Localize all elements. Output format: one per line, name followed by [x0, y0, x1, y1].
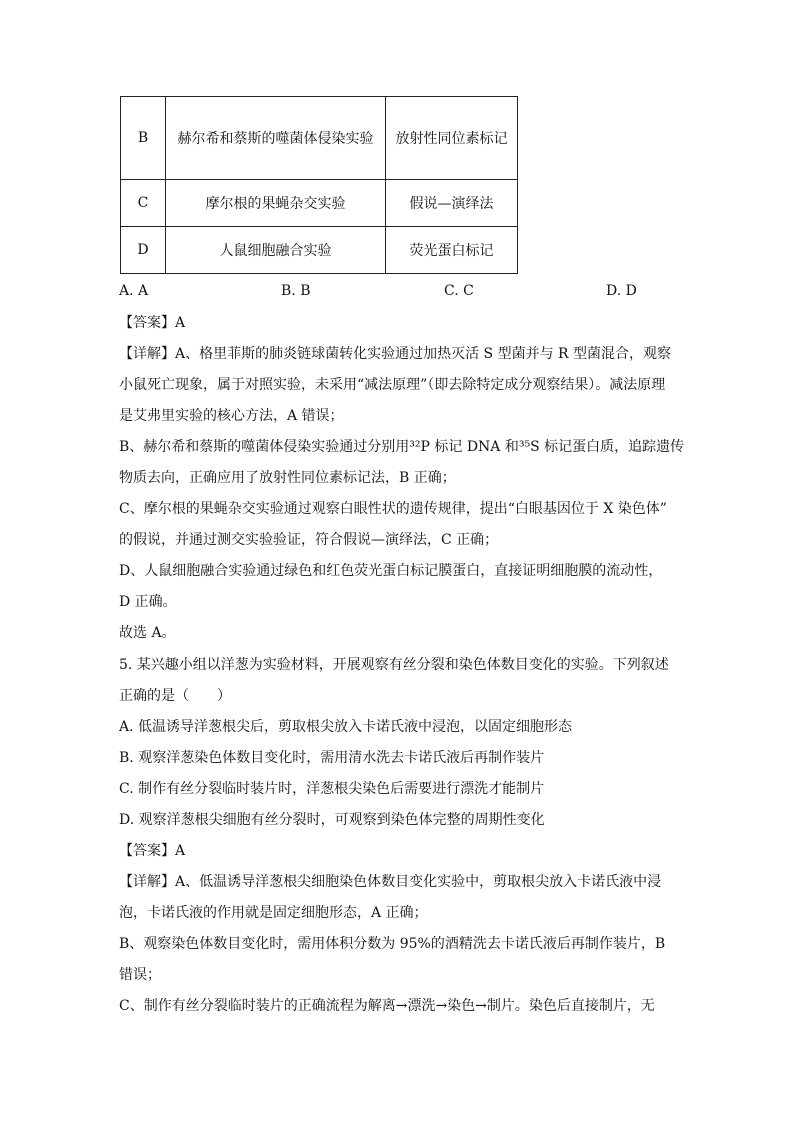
q5-stem: 5. 某兴趣小组以洋葱为实验材料，开展观察有丝分裂和染色体数目变化的实验。下列叙述: [119, 657, 669, 673]
q5-option-c: C. 制作有丝分裂临时装片时，洋葱根尖染色后需要进行漂洗才能制片: [119, 781, 545, 797]
q5-stem: 正确的是（ ）: [119, 688, 231, 704]
method-cell: 荧光蛋白标记: [386, 227, 518, 274]
explain-line: D、人鼠细胞融合实验通过绿色和红色荧光蛋白标记膜蛋白，直接证明细胞膜的流动性，: [119, 563, 663, 579]
explain-line: 物质去向，正确应用了放射性同位素标记法，B 正确；: [119, 470, 456, 486]
experiment-cell: 赫尔希和蔡斯的噬菌体侵染实验: [166, 97, 386, 180]
explain-line: 【详解】A、格里菲斯的肺炎链球菌转化实验通过加热灭活 S 型菌并与 R 型菌混合，观察: [119, 346, 672, 362]
explain-line: B、观察染色体数目变化时，需用体积分数为 95%的酒精洗去卡诺氏液后再制作装片，B: [119, 936, 666, 952]
experiment-cell: 人鼠细胞融合实验: [166, 227, 386, 274]
table-row: [121, 97, 518, 180]
choice-a: A. A: [119, 283, 149, 299]
options-table: [120, 96, 518, 274]
q5-option-d: D. 观察洋葱根尖细胞有丝分裂时，可观察到染色体完整的周期性变化: [119, 812, 545, 828]
q5-option-a: A. 低温诱导洋葱根尖后，剪取根尖放入卡诺氏液中浸泡，以固定细胞形态: [119, 719, 573, 735]
q4-answer: 【答案】A: [119, 315, 186, 331]
explain-line: C、摩尔根的果蝇杂交实验通过观察白眼性状的遗传规律，提出“白眼基因位于 X 染色体”: [119, 501, 667, 517]
choice-d: D. D: [606, 283, 637, 299]
explain-line: 的假说，并通过测交实验验证，符合假说—演绎法，C 正确；: [119, 532, 499, 548]
answer-choices: [119, 283, 639, 303]
choice-b: B. B: [281, 283, 311, 299]
explain-line: 【详解】A、低温诱导洋葱根尖细胞染色体数目变化实验中，剪取根尖放入卡诺氏液中浸: [119, 874, 662, 890]
q4-solution: [119, 308, 685, 649]
method-cell: 放射性同位素标记: [386, 97, 518, 180]
explain-line: D 正确。: [119, 594, 177, 610]
choice-c: C. C: [444, 283, 474, 299]
q5-answer: 【答案】A: [119, 843, 186, 859]
explain-line: 是艾弗里实验的核心方法，A 错误；: [119, 408, 344, 424]
explain-line: B、赫尔希和蔡斯的噬菌体侵染实验通过分别用³²P 标记 DNA 和³⁵S 标记蛋白质，追踪遗传: [119, 439, 685, 455]
explain-line: 错误；: [119, 967, 161, 983]
table-row: [121, 227, 518, 274]
q5-option-b: B. 观察洋葱染色体数目变化时，需用清水洗去卡诺氏液后再制作装片: [119, 750, 545, 766]
explain-line: 泡，卡诺氏液的作用就是固定细胞形态，A 正确；: [119, 905, 428, 921]
experiment-cell: 摩尔根的果蝇杂交实验: [166, 180, 386, 227]
method-cell: 假说—演绎法: [386, 180, 518, 227]
explain-line: C、制作有丝分裂临时装片的正确流程为解离→漂洗→染色→制片。染色后直接制片，无: [119, 998, 655, 1014]
question-5: [119, 650, 679, 1022]
row-label: C: [121, 180, 166, 227]
row-label: D: [121, 227, 166, 274]
explain-line: 故选 A。: [119, 625, 176, 641]
explain-line: 小鼠死亡现象，属于对照实验，未采用“减法原理”（即去除特定成分观察结果）。减法原理: [119, 377, 666, 393]
table-row: [121, 180, 518, 227]
row-label: B: [121, 97, 166, 180]
